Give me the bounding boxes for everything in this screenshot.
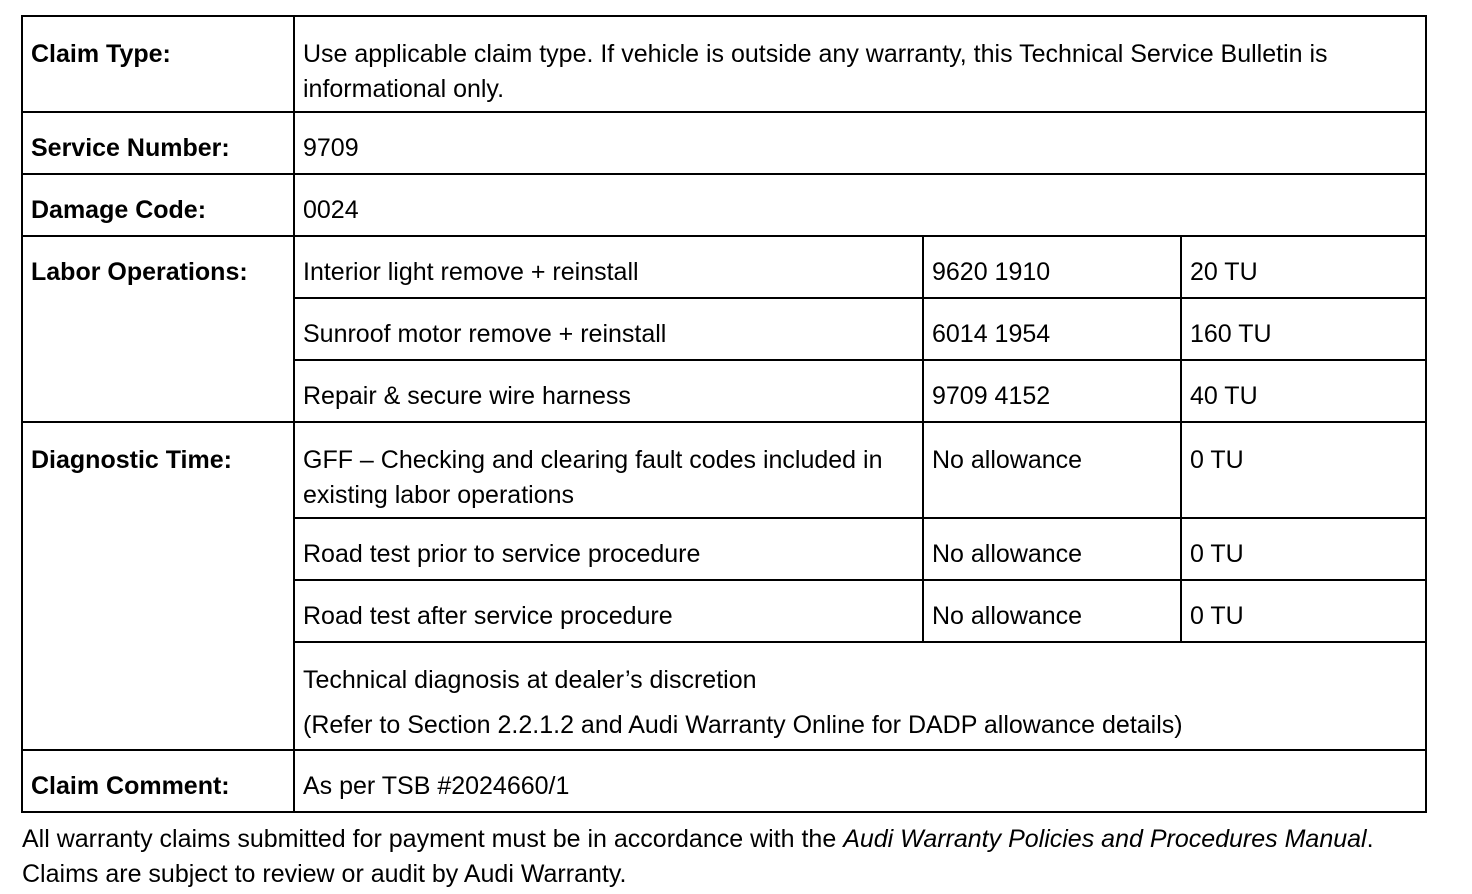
- footer-text-after: . Claims are subject to review or audit by Audi Warranty.: [22, 825, 1374, 888]
- labor-operation-description: Repair & secure wire harness: [294, 360, 923, 422]
- labor-operation-time: 20 TU: [1181, 236, 1426, 298]
- labor-operations-label: Labor Operations:: [22, 236, 294, 422]
- labor-operation-code: 9709 4152: [923, 360, 1181, 422]
- technical-diagnosis-cell: [294, 642, 1426, 750]
- labor-operation-description: Sunroof motor remove + reinstall: [294, 298, 923, 360]
- warranty-claim-table: [21, 15, 1427, 813]
- damage-code-row: [22, 174, 1426, 236]
- damage-code-value: 0024: [294, 174, 1426, 236]
- technical-diagnosis-reference: (Refer to Section 2.2.1.2 and Audi Warranty Online for DADP allowance details): [303, 711, 1183, 739]
- service-number-row: [22, 112, 1426, 174]
- labor-operation-description: Interior light remove + reinstall: [294, 236, 923, 298]
- labor-operation-time: 160 TU: [1181, 298, 1426, 360]
- labor-operation-row: [22, 236, 1426, 298]
- labor-operation-time: 40 TU: [1181, 360, 1426, 422]
- diagnostic-allowance: No allowance: [923, 580, 1181, 642]
- footer-text-before: All warranty claims submitted for payment must be in accordance with the: [22, 825, 844, 853]
- diagnostic-description: GFF – Checking and clearing fault codes included in existing labor operations: [294, 422, 923, 518]
- diagnostic-time: 0 TU: [1181, 518, 1426, 580]
- service-number-label: Service Number:: [22, 112, 294, 174]
- footer-manual-title: Audi Warranty Policies and Procedures Manual: [843, 825, 1367, 853]
- claim-type-label: Claim Type:: [22, 16, 294, 112]
- claim-comment-label: Claim Comment:: [22, 750, 294, 812]
- warranty-footer-note: [22, 822, 1432, 892]
- diagnostic-allowance: No allowance: [923, 518, 1181, 580]
- claim-type-value: Use applicable claim type. If vehicle is outside any warranty, this Technical Service Bulletin is informational only.: [294, 16, 1426, 112]
- damage-code-label: Damage Code:: [22, 174, 294, 236]
- diagnostic-time: 0 TU: [1181, 580, 1426, 642]
- diagnostic-allowance: No allowance: [923, 422, 1181, 518]
- claim-type-row: [22, 16, 1426, 112]
- diagnostic-description: Road test prior to service procedure: [294, 518, 923, 580]
- diagnostic-row: [22, 422, 1426, 518]
- diagnostic-time-label: Diagnostic Time:: [22, 422, 294, 750]
- diagnostic-time: 0 TU: [1181, 422, 1426, 518]
- technical-diagnosis-text: Technical diagnosis at dealer’s discretion: [303, 666, 757, 694]
- claim-comment-row: [22, 750, 1426, 812]
- labor-operation-code: 9620 1910: [923, 236, 1181, 298]
- diagnostic-description: Road test after service procedure: [294, 580, 923, 642]
- service-number-value: 9709: [294, 112, 1426, 174]
- claim-comment-value: As per TSB #2024660/1: [294, 750, 1426, 812]
- labor-operation-code: 6014 1954: [923, 298, 1181, 360]
